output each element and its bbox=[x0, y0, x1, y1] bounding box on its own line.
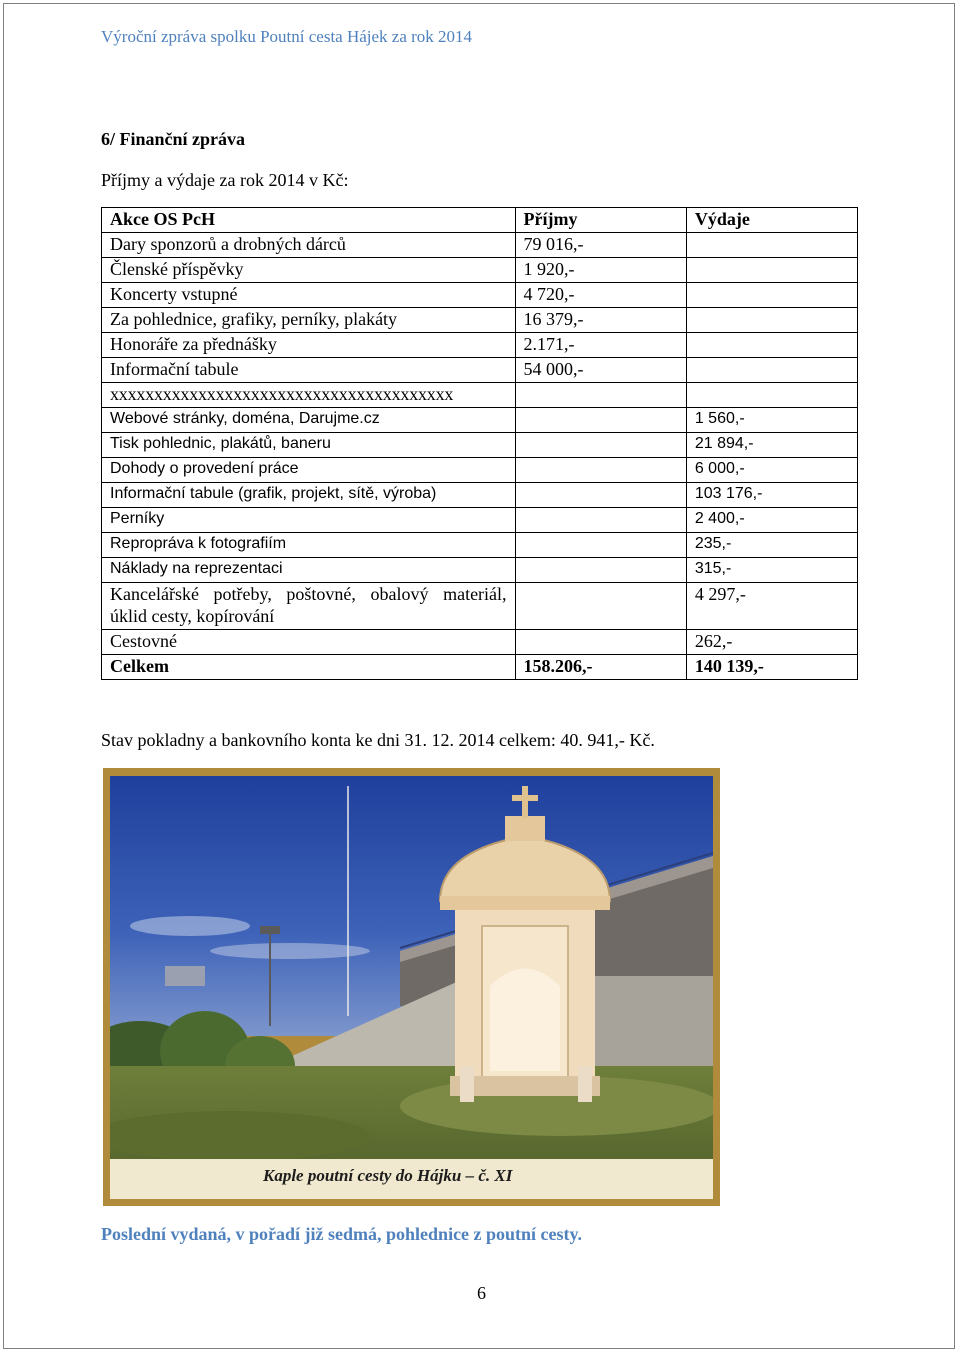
row-expense bbox=[686, 308, 857, 333]
row-income: 2.171,- bbox=[515, 333, 686, 358]
row-expense: 262,- bbox=[686, 630, 857, 655]
page-number: 6 bbox=[477, 1283, 486, 1303]
row-expense bbox=[686, 283, 857, 308]
row-expense bbox=[686, 233, 857, 258]
table-row bbox=[102, 383, 858, 408]
table-row bbox=[102, 558, 858, 583]
row-expense bbox=[686, 333, 857, 358]
row-expense: 6 000,- bbox=[686, 458, 857, 483]
photo-caption: Poslední vydaná, v pořadí již sedmá, pohlednice z poutní cesty. bbox=[101, 1224, 583, 1244]
row-income bbox=[515, 558, 686, 583]
row-label: Informační tabule (grafik, projekt, sítě, výroba) bbox=[102, 483, 516, 508]
row-label: Cestovné bbox=[102, 630, 516, 655]
header-expense: Výdaje bbox=[686, 208, 857, 233]
row-income: 1 920,- bbox=[515, 258, 686, 283]
row-expense: 315,- bbox=[686, 558, 857, 583]
table-row bbox=[102, 358, 858, 383]
row-label: xxxxxxxxxxxxxxxxxxxxxxxxxxxxxxxxxxxxxxx bbox=[102, 383, 516, 408]
row-income bbox=[515, 483, 686, 508]
row-label: Honoráře za přednášky bbox=[102, 333, 516, 358]
row-income: 79 016,- bbox=[515, 233, 686, 258]
row-label: Repropráva k fotografiím bbox=[102, 533, 516, 558]
row-label: Koncerty vstupné bbox=[102, 283, 516, 308]
total-income: 158.206,- bbox=[515, 655, 686, 680]
row-expense: 21 894,- bbox=[686, 433, 857, 458]
row-label: Kancelářské potřeby, poštovné, obalový materiál, úklid cesty, kopírování bbox=[102, 583, 516, 630]
table-row bbox=[102, 283, 858, 308]
table-row bbox=[102, 583, 858, 630]
row-income: 16 379,- bbox=[515, 308, 686, 333]
row-expense bbox=[686, 258, 857, 283]
table-row bbox=[102, 483, 858, 508]
table-row bbox=[102, 630, 858, 655]
postcard-photo bbox=[103, 768, 720, 1206]
section-intro: Příjmy a výdaje za rok 2014 v Kč: bbox=[101, 170, 349, 190]
photo-inscription: Kaple poutní cesty do Hájku – č. XI bbox=[263, 1166, 513, 1185]
table-row bbox=[102, 258, 858, 283]
row-expense bbox=[686, 383, 857, 408]
row-label: Dohody o provedení práce bbox=[102, 458, 516, 483]
row-income bbox=[515, 630, 686, 655]
row-income bbox=[515, 433, 686, 458]
row-label: Webové stránky, doména, Darujme.cz bbox=[102, 408, 516, 433]
row-income bbox=[515, 383, 686, 408]
row-label: Perníky bbox=[102, 508, 516, 533]
chapel-photo-image bbox=[110, 776, 713, 1199]
row-income bbox=[515, 508, 686, 533]
header-income: Příjmy bbox=[515, 208, 686, 233]
row-expense: 235,- bbox=[686, 533, 857, 558]
row-label: Za pohlednice, grafiky, perníky, plakáty bbox=[102, 308, 516, 333]
section-title: 6/ Finanční zpráva bbox=[101, 129, 246, 149]
table-row bbox=[102, 533, 858, 558]
total-expense: 140 139,- bbox=[686, 655, 857, 680]
table-row bbox=[102, 333, 858, 358]
row-expense: 103 176,- bbox=[686, 483, 857, 508]
row-income bbox=[515, 458, 686, 483]
row-expense: 2 400,- bbox=[686, 508, 857, 533]
header-action: Akce OS PcH bbox=[102, 208, 516, 233]
table-row bbox=[102, 308, 858, 333]
table-total-row bbox=[102, 655, 858, 680]
row-income bbox=[515, 583, 686, 630]
table-row bbox=[102, 458, 858, 483]
total-label: Celkem bbox=[102, 655, 516, 680]
row-label: Náklady na reprezentaci bbox=[102, 558, 516, 583]
finance-table bbox=[101, 207, 858, 680]
row-income bbox=[515, 533, 686, 558]
row-label: Členské příspěvky bbox=[102, 258, 516, 283]
table-row bbox=[102, 408, 858, 433]
table-header-row bbox=[102, 208, 858, 233]
row-label: Informační tabule bbox=[102, 358, 516, 383]
table-row bbox=[102, 233, 858, 258]
row-expense: 4 297,- bbox=[686, 583, 857, 630]
row-income: 4 720,- bbox=[515, 283, 686, 308]
balance-statement: Stav pokladny a bankovního konta ke dni 31. 12. 2014 celkem: 40. 941,- Kč. bbox=[101, 730, 655, 750]
row-expense bbox=[686, 358, 857, 383]
row-label: Tisk pohlednic, plakátů, baneru bbox=[102, 433, 516, 458]
running-header: Výroční zpráva spolku Poutní cesta Hájek za rok 2014 bbox=[101, 27, 473, 46]
row-income bbox=[515, 408, 686, 433]
row-expense: 1 560,- bbox=[686, 408, 857, 433]
table-row bbox=[102, 508, 858, 533]
row-label: Dary sponzorů a drobných dárců bbox=[102, 233, 516, 258]
row-income: 54 000,- bbox=[515, 358, 686, 383]
table-row bbox=[102, 433, 858, 458]
